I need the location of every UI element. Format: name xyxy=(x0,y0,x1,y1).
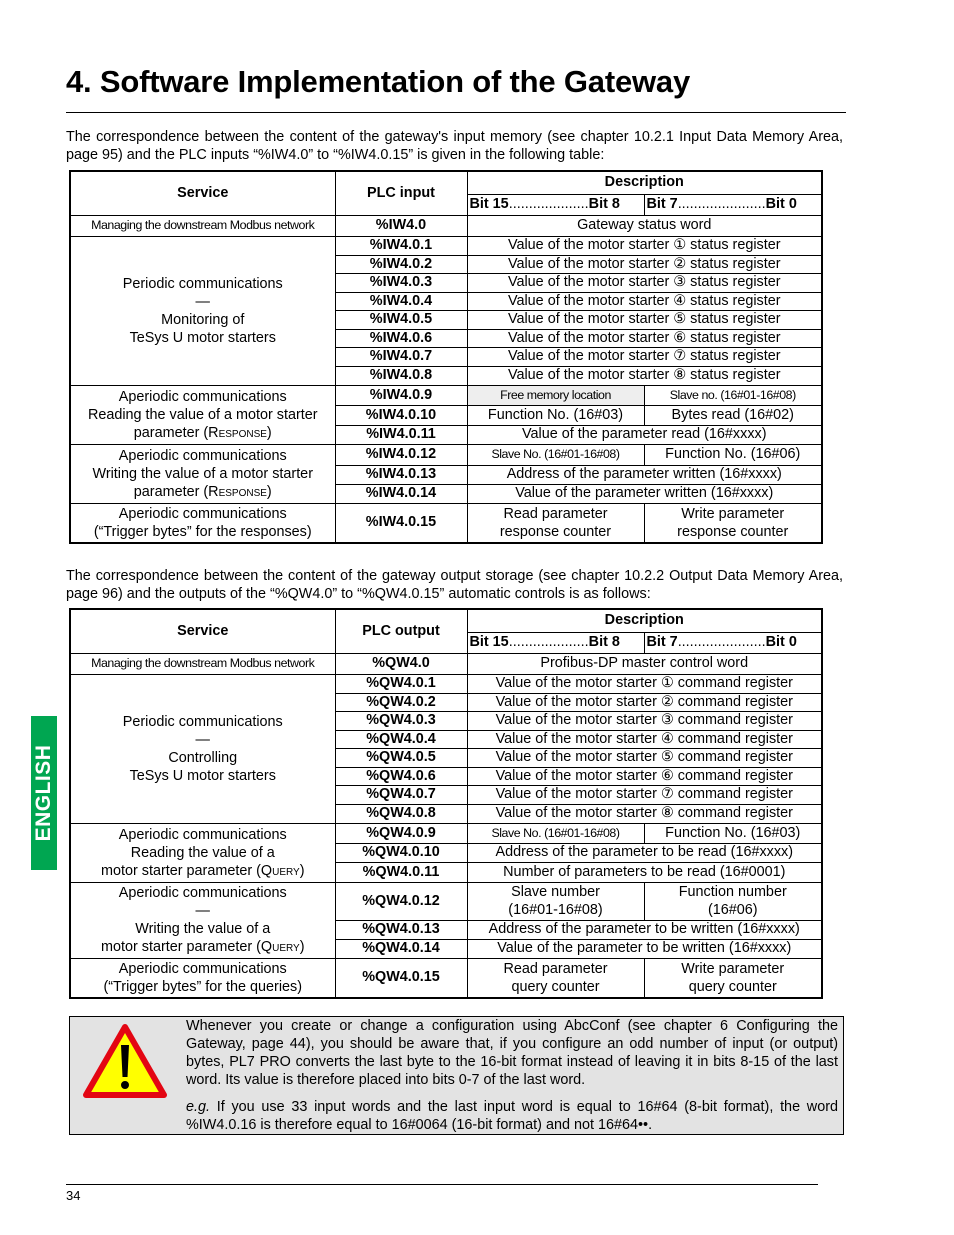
trigger-service-cell: Aperiodic communications (“Trigger bytes” for the responses) xyxy=(70,503,335,543)
plc-address: %IW4.0.2 xyxy=(335,255,467,273)
function-number-cell: Function number (16#06) xyxy=(644,882,822,920)
read-query-service-cell: Aperiodic communications Reading the value of a motor starter parameter (Query) xyxy=(70,823,335,882)
write-counter-cell: Write parameter query counter xyxy=(644,958,822,998)
read-counter-cell: Read parameter query counter xyxy=(467,958,644,998)
plc-address: %QW4.0.9 xyxy=(335,823,467,843)
write-query-service-cell: Aperiodic communications — Writing the value of a motor starter parameter (Query) xyxy=(70,882,335,958)
plc-address: %QW4.0.12 xyxy=(335,882,467,920)
warning-text xyxy=(186,1017,838,1134)
write-counter-cell: Write parameter response counter xyxy=(644,503,822,543)
bit15-8-header: Bit 15....................Bit 8 xyxy=(467,632,644,653)
function-number-cell: Function No. (16#03) xyxy=(644,823,822,843)
managing-service-cell: Managing the downstream Modbus network xyxy=(70,215,335,236)
description-cell: Value of the motor starter ⑧ command register xyxy=(467,804,822,823)
plc-address: %IW4.0.10 xyxy=(335,405,467,425)
plc-address: %QW4.0.14 xyxy=(335,939,467,958)
description-cell: Value of the motor starter ② status register xyxy=(467,255,822,273)
plc-output-header: PLC output xyxy=(335,609,467,653)
description-cell: Value of the motor starter ⑥ command register xyxy=(467,767,822,785)
description-cell: Gateway status word xyxy=(467,215,822,236)
description-cell: Address of the parameter to be read (16#xxxx) xyxy=(467,843,822,862)
warning-paragraph-2: e.g. If you use 33 input words and the last input word is equal to 16#64 (8-bit format), the word %IW4.0.16 is therefore equal to 16#0064 (16-bit format) and not 16#64••. xyxy=(186,1099,838,1133)
plc-address: %IW4.0.7 xyxy=(335,347,467,366)
bytes-read-cell: Bytes read (16#02) xyxy=(644,405,822,425)
plc-address: %IW4.0 xyxy=(335,215,467,236)
periodic-service-cell: Periodic communications — Monitoring of TeSys U motor starters xyxy=(70,236,335,385)
plc-input-header: PLC input xyxy=(335,171,467,215)
input-intro-paragraph: The correspondence between the content of the gateway's input memory (see chapter 10.2.1 Input Data Memory Area, page 95) and the PLC inputs “%IW4.0” to “%IW4.0.15” is given in the following table: xyxy=(66,129,843,163)
free-memory-cell: Free memory location xyxy=(467,385,644,405)
description-cell: Address of the parameter to be written (16#xxxx) xyxy=(467,920,822,939)
description-cell: Value of the motor starter ① status register xyxy=(467,236,822,255)
bit7-0-header: Bit 7......................Bit 0 xyxy=(644,632,822,653)
plc-address: %IW4.0.3 xyxy=(335,273,467,292)
description-cell: Value of the parameter written (16#xxxx) xyxy=(467,484,822,503)
plc-address: %QW4.0.6 xyxy=(335,767,467,785)
plc-address: %QW4.0.3 xyxy=(335,711,467,730)
plc-address: %QW4.0.11 xyxy=(335,862,467,882)
description-cell: Value of the motor starter ⑦ command register xyxy=(467,785,822,804)
plc-address: %IW4.0.14 xyxy=(335,484,467,503)
slave-number-cell: Slave No. (16#01-16#08) xyxy=(467,823,644,843)
plc-address: %QW4.0.4 xyxy=(335,730,467,748)
description-cell: Number of parameters to be read (16#0001) xyxy=(467,862,822,882)
trigger-service-cell: Aperiodic communications (“Trigger bytes” for the queries) xyxy=(70,958,335,998)
description-cell: Value of the motor starter ④ command register xyxy=(467,730,822,748)
plc-address: %IW4.0.5 xyxy=(335,310,467,329)
language-sidebar-tab xyxy=(31,716,57,870)
plc-address: %IW4.0.13 xyxy=(335,465,467,484)
plc-address: %QW4.0.5 xyxy=(335,748,467,767)
bit7-0-header: Bit 7......................Bit 0 xyxy=(644,194,822,215)
description-cell: Value of the motor starter ③ status register xyxy=(467,273,822,292)
output-intro-paragraph: The correspondence between the content of the gateway output storage (see chapter 10.2.2 Output Data Memory Area, page 96) and the outputs of the “%QW4.0” to “%QW4.0.15” automatic controls is as follows: xyxy=(66,568,843,602)
read-counter-cell: Read parameter response counter xyxy=(467,503,644,543)
page-title: 4. Software Implementation of the Gateway xyxy=(66,64,690,99)
plc-address: %IW4.0.11 xyxy=(335,425,467,444)
description-cell: Profibus-DP master control word xyxy=(467,653,822,674)
warning-paragraph-1: Whenever you create or change a configuration using AbcConf (see chapter 6 Configuring the Gateway, page 44), you should be aware that, if you configure an odd number of input (or output) bytes, PL7 PRO converts the last byte to the 16-bit format instead of leaving it in bits 8-15 of the last word. Its value is therefore placed into bits 0-7 of the last word. xyxy=(186,1018,838,1088)
plc-address: %QW4.0 xyxy=(335,653,467,674)
plc-address: %QW4.0.8 xyxy=(335,804,467,823)
page-number: 34 xyxy=(66,1188,81,1203)
plc-address: %IW4.0.6 xyxy=(335,329,467,347)
description-header: Description xyxy=(467,609,822,632)
warning-box xyxy=(69,1016,844,1135)
plc-address: %IW4.0.15 xyxy=(335,503,467,543)
title-rule xyxy=(66,112,846,113)
slave-number-cell: Slave No. (16#01-16#08) xyxy=(467,444,644,465)
description-cell: Value of the motor starter ⑥ status register xyxy=(467,329,822,347)
description-cell: Value of the motor starter ① command register xyxy=(467,674,822,693)
description-cell: Address of the parameter written (16#xxxx) xyxy=(467,465,822,484)
managing-service-cell: Managing the downstream Modbus network xyxy=(70,653,335,674)
plc-address: %QW4.0.7 xyxy=(335,785,467,804)
warning-triangle-icon xyxy=(82,1023,168,1099)
description-cell: Value of the motor starter ⑦ status register xyxy=(467,347,822,366)
plc-address: %IW4.0.12 xyxy=(335,444,467,465)
plc-address: %QW4.0.10 xyxy=(335,843,467,862)
function-number-cell: Function No. (16#03) xyxy=(467,405,644,425)
description-cell: Value of the motor starter ⑤ status register xyxy=(467,310,822,329)
plc-address: %IW4.0.9 xyxy=(335,385,467,405)
plc-address: %QW4.0.13 xyxy=(335,920,467,939)
slave-number-cell: Slave no. (16#01-16#08) xyxy=(644,385,822,405)
footer-rule xyxy=(66,1184,818,1185)
description-cell: Value of the motor starter ⑧ status register xyxy=(467,366,822,385)
description-cell: Value of the parameter read (16#xxxx) xyxy=(467,425,822,444)
description-cell: Value of the parameter to be written (16#xxxx) xyxy=(467,939,822,958)
read-response-service-cell: Aperiodic communications Reading the value of a motor starter parameter (Response) xyxy=(70,385,335,444)
plc-address: %QW4.0.1 xyxy=(335,674,467,693)
description-header: Description xyxy=(467,171,822,194)
description-cell: Value of the motor starter ③ command register xyxy=(467,711,822,730)
input-mapping-table xyxy=(69,170,823,544)
plc-address: %IW4.0.4 xyxy=(335,292,467,310)
description-cell: Value of the motor starter ⑤ command register xyxy=(467,748,822,767)
service-header: Service xyxy=(70,171,335,215)
bit15-8-header: Bit 15....................Bit 8 xyxy=(467,194,644,215)
language-label: ENGLISH xyxy=(32,744,55,842)
description-cell: Value of the motor starter ④ status register xyxy=(467,292,822,310)
plc-address: %IW4.0.8 xyxy=(335,366,467,385)
periodic-service-cell: Periodic communications — Controlling TeSys U motor starters xyxy=(70,674,335,823)
slave-number-cell: Slave number (16#01-16#08) xyxy=(467,882,644,920)
service-header: Service xyxy=(70,609,335,653)
plc-address: %QW4.0.15 xyxy=(335,958,467,998)
write-response-service-cell: Aperiodic communications Writing the value of a motor starter parameter (Response) xyxy=(70,444,335,503)
output-mapping-table xyxy=(69,608,823,999)
plc-address: %QW4.0.2 xyxy=(335,693,467,711)
description-cell: Value of the motor starter ② command register xyxy=(467,693,822,711)
function-number-cell: Function No. (16#06) xyxy=(644,444,822,465)
plc-address: %IW4.0.1 xyxy=(335,236,467,255)
